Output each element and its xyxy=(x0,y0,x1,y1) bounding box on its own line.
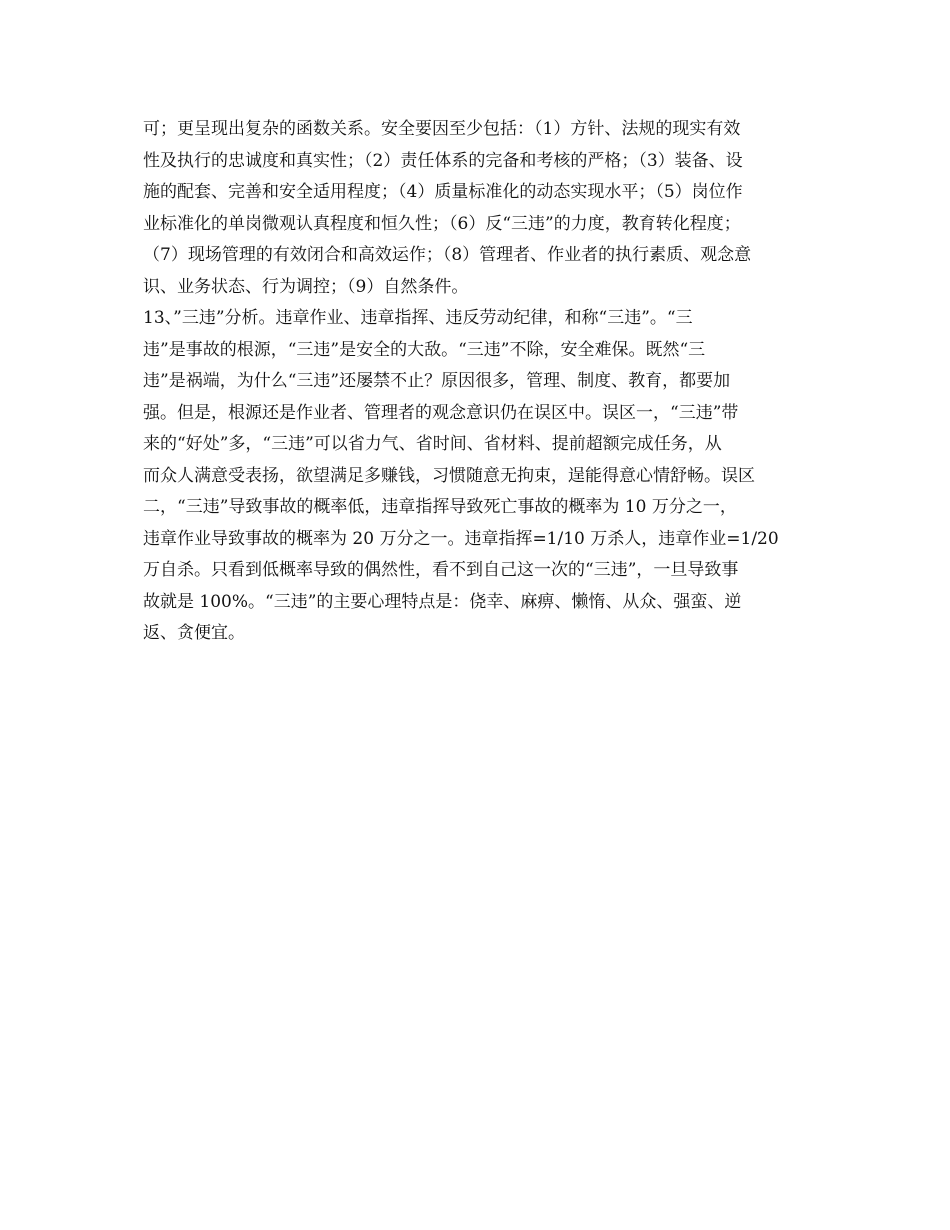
text-line: 二，“三违”导致事故的概率低，违章指挥导致死亡事故的概率为 10 万分之一， xyxy=(143,497,737,517)
text-line: 业标准化的单岗微观认真程度和恒久性；（6）反“三违”的力度，教育转化程度； xyxy=(143,213,741,234)
text-line: 违章作业导致事故的概率为 20 万分之一。违章指挥=1/10 万杀人，违章作业=1/20 xyxy=(143,528,779,549)
text-line: 违”是祸端，为什么“三违”还屡禁不止？原因很多，管理、制度、教育，都要加 xyxy=(143,371,731,391)
text-line: 故就是 100%。“三违”的主要心理特点是：侥幸、麻痹、懒惰、从众、强蛮、逆 xyxy=(143,591,742,612)
text-line: 而众人满意受表扬，欲望满足多赚钱，习惯随意无拘束，逞能得意心情舒畅。误区 xyxy=(143,465,755,486)
text-line: 性及执行的忠诚度和真实性；（2）责任体系的完备和考核的严格；（3）装备、设 xyxy=(143,150,743,171)
text-line: 万自杀。只看到低概率导致的偶然性，看不到自己这一次的“三违”，一旦导致事 xyxy=(143,560,739,580)
text-line: 强。但是，根源还是作业者、管理者的观念意识仍在误区中。误区一，“三违”带 xyxy=(143,402,739,423)
text-line: 识、业务状态、行为调控；（9）自然条件。 xyxy=(143,276,469,297)
text-line: 返、贪便宜。 xyxy=(143,623,245,643)
text-line: 可；更呈现出复杂的函数关系。安全要因至少包括：（1）方针、法规的现实有效 xyxy=(143,119,741,139)
text-line: 违”是事故的根源，“三违”是安全的大敌。“三违”不除，安全难保。既然“三 xyxy=(143,339,706,360)
document-body xyxy=(143,114,813,650)
text-line: （7）现场管理的有效闭合和高效运作；（8）管理者、作业者的执行素质、观念意 xyxy=(143,245,752,265)
text-line: 13、”三违”分析。违章作业、违章指挥、违反劳动纪律，和称“三违”。“三 xyxy=(143,308,693,328)
text-line: 来的“好处”多，“三违”可以省力气、省时间、省材料、提前超额完成任务，从 xyxy=(143,434,722,454)
text-line: 施的配套、完善和安全适用程度；（4）质量标准化的动态实现水平；（5）岗位作 xyxy=(143,182,743,202)
